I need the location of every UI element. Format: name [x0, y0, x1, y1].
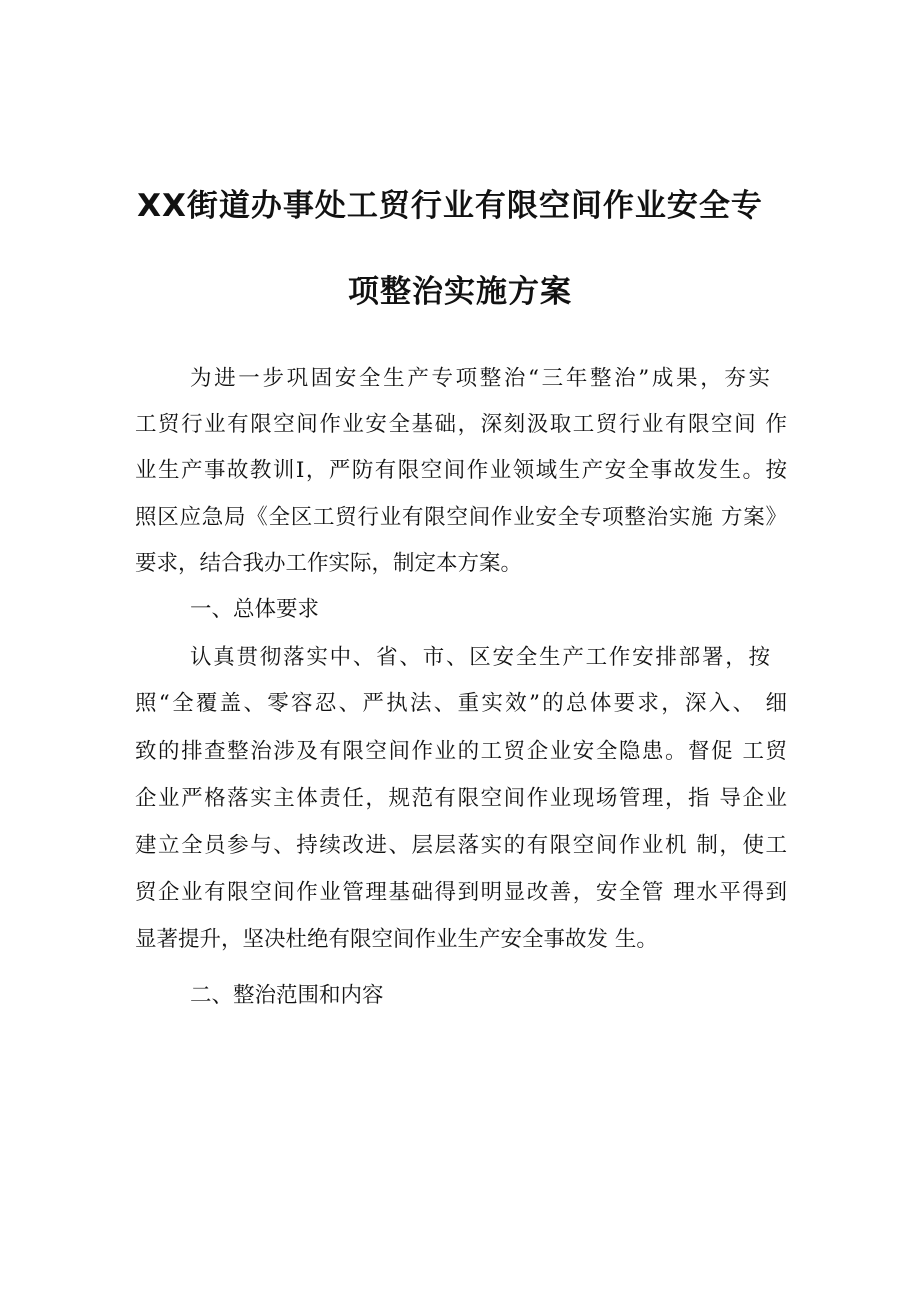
intro-line: 要求，结合我办工作实际，制定本方案。	[135, 551, 523, 576]
section-1-heading: 一、总体要求	[190, 597, 320, 622]
intro-line: 为进一步巩固安全生产专项整治“三年整治”成果，夯实	[190, 366, 770, 391]
section-1-line: 照“全覆盖、零容忍、严执法、重实效”的总体要求，深入、 细	[135, 691, 787, 716]
section-2-heading: 二、整治范围和内容	[190, 983, 384, 1008]
intro-line: 工贸行业有限空间作业安全基础，深刻汲取工贸行业有限空间 作	[135, 412, 787, 437]
section-1-line: 建立全员参与、持续改进、层层落实的有限空间作业机 制，使工	[135, 833, 787, 858]
section-1-line: 贸企业有限空间作业管理基础得到明显改善，安全管 理水平得到	[135, 880, 787, 905]
section-1-line: 认真贯彻落实中、省、市、区安全生产工作安排部署，按	[190, 645, 770, 670]
section-1-line: 显著提升，坚决杜绝有限空间作业生产安全事故发 生。	[135, 927, 658, 952]
intro-line: 业生产事故教训I，严防有限空间作业领域生产安全事故发生。按	[135, 458, 787, 483]
intro-line: 照区应急局《全区工贸行业有限空间作业安全专项整治实施 方案》	[135, 505, 787, 530]
section-1-line: 致的排查整治涉及有限空间作业的工贸企业安全隐患。督促 工贸	[135, 739, 787, 764]
document-title-line-2: 项整治实施方案	[348, 274, 572, 310]
document-title-line-1: XX街道办事处工贸行业有限空间作业安全专	[137, 188, 763, 224]
section-1-line: 企业严格落实主体责任，规范有限空间作业现场管理，指 导企业	[135, 786, 787, 811]
